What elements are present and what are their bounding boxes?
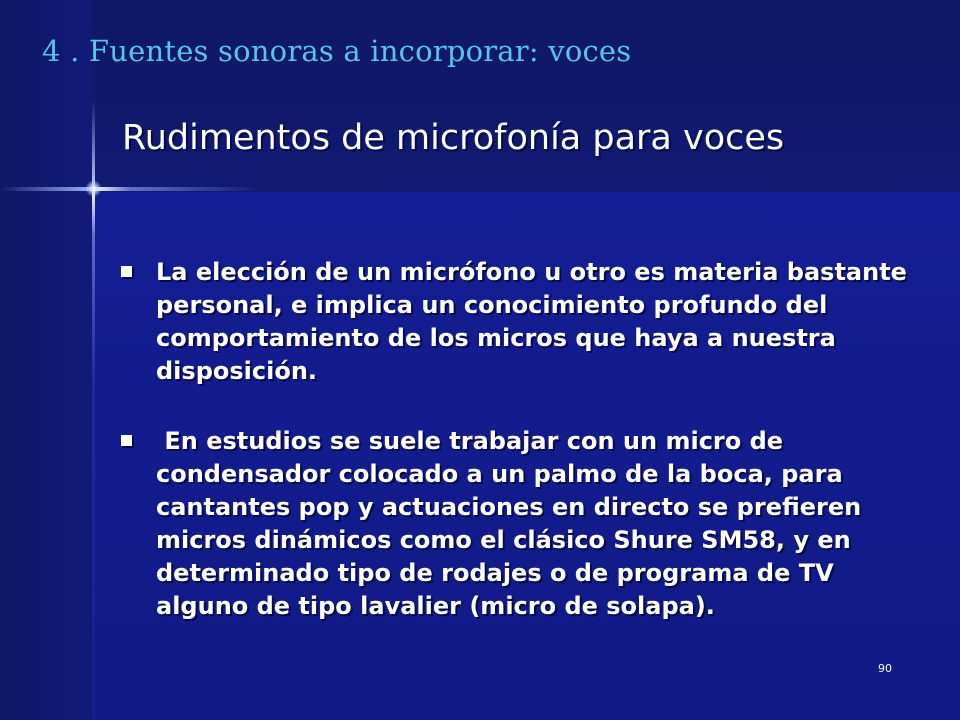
bullet-text-1: La elección de un micrófono u otro es materia bastante personal, e implica un conocimiento profundo del comportamiento de los micros que haya a nuestra disposición. xyxy=(156,258,907,385)
section-title: 4 . Fuentes sonoras a incorporar: voces xyxy=(42,34,632,68)
bullet-item-1 xyxy=(118,256,908,388)
bullet-text-2: En estudios se suele trabajar con un micro de condensador colocado a un palmo de la boca, para cantantes pop y actuaciones en directo se prefieren micros dinámicos como el clásico Shure SM58, y en determinado tipo de rodajes o de programa de TV alguno de tipo lavalier (micro de solapa). xyxy=(156,427,870,620)
crosshair-horizontal-line xyxy=(0,187,260,191)
page-number: 90 xyxy=(878,662,892,675)
square-bullet-icon xyxy=(121,266,132,277)
bullet-item-2 xyxy=(118,425,908,623)
left-band xyxy=(0,0,92,720)
header-band xyxy=(0,0,960,192)
square-bullet-icon xyxy=(121,435,132,446)
bullet-list xyxy=(118,256,908,660)
slide-title: Rudimentos de microfonía para voces xyxy=(122,118,785,158)
crosshair-star-icon xyxy=(85,180,102,197)
